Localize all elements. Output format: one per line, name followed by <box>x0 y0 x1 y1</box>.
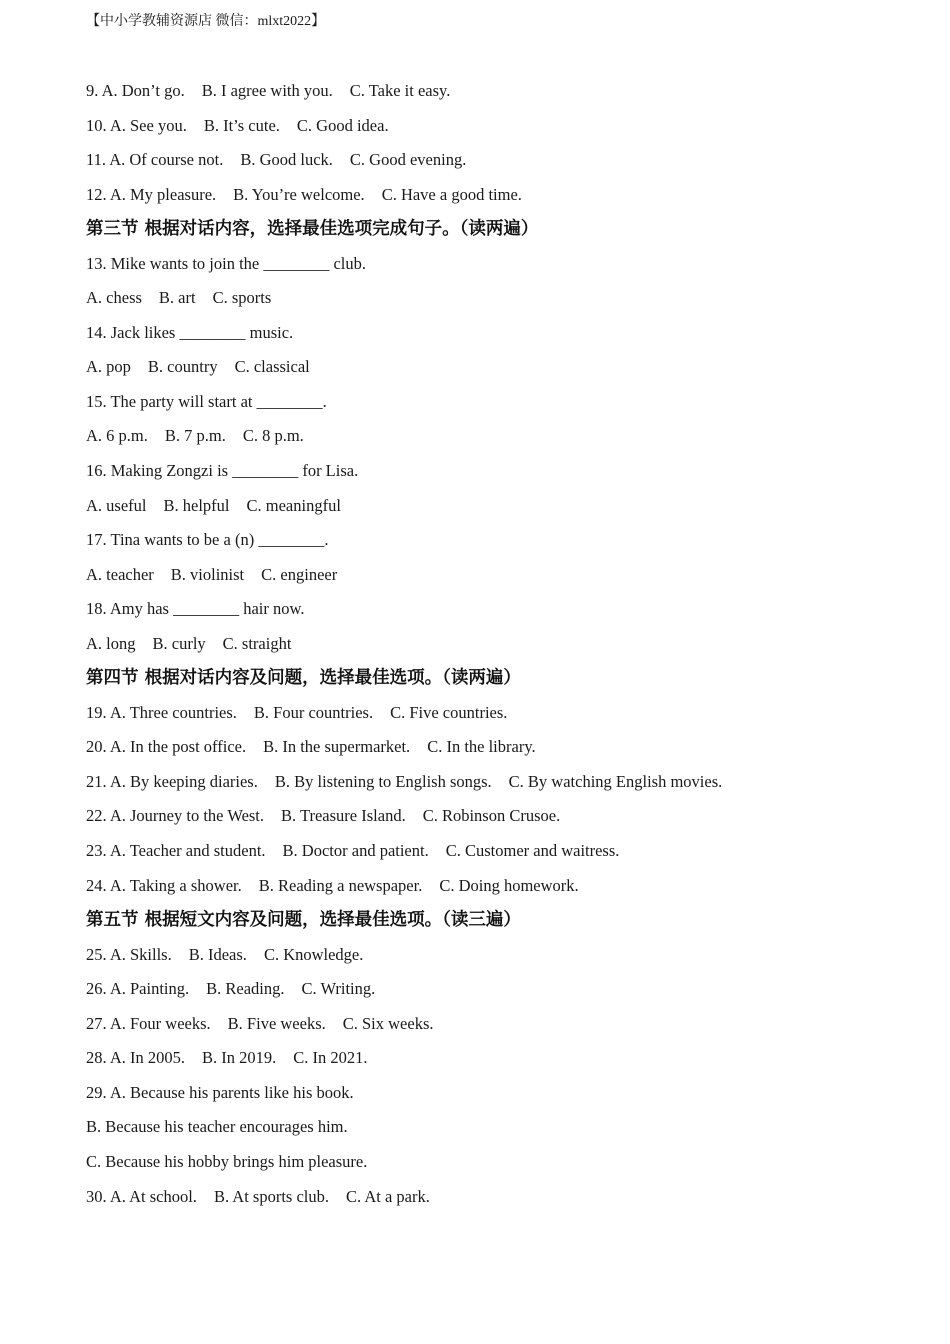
question-text: 16. Making Zongzi is ________ for Lisa. <box>86 461 359 481</box>
question-text: 22. A. Journey to the West. <box>86 806 265 826</box>
question-text: A. long <box>86 633 136 653</box>
question-text: A. chess <box>86 288 142 308</box>
question-line <box>86 458 926 493</box>
question-text: 30. A. At school. <box>86 1186 197 1206</box>
question-line <box>86 631 926 666</box>
question-text: 29. A. Because his parents like his book. <box>86 1082 354 1102</box>
question-line <box>86 493 926 528</box>
answer-option: B. In 2019. <box>202 1048 277 1068</box>
question-text: B. Because his teacher encourages him. <box>86 1117 348 1137</box>
section-heading <box>86 216 926 251</box>
question-text: 14. Jack likes ________ music. <box>86 322 294 342</box>
answer-option: B. violinist <box>170 564 245 584</box>
answer-option: B. Ideas. <box>188 944 247 964</box>
question-line <box>86 251 926 286</box>
answer-option: C. Doing homework. <box>439 875 579 895</box>
section-heading <box>86 907 926 942</box>
question-line <box>86 78 926 113</box>
section-heading-text: 第三节 根据对话内容，选择最佳选项完成句子。（读两遍） <box>86 219 539 240</box>
page-header-watermark: 【中小学教辅资源店 微信：mlxt2022】 <box>86 14 326 29</box>
answer-option: B. 7 p.m. <box>164 426 226 446</box>
question-text: 18. Amy has ________ hair now. <box>86 599 305 619</box>
question-text: 25. A. Skills. <box>86 944 172 964</box>
question-line <box>86 113 926 148</box>
question-line <box>86 1149 926 1184</box>
answer-option: B. helpful <box>163 495 230 515</box>
question-text: A. 6 p.m. <box>86 426 148 446</box>
question-line <box>86 354 926 389</box>
answer-option: C. Customer and waitress. <box>445 841 620 861</box>
question-line <box>86 562 926 597</box>
question-line <box>86 838 926 873</box>
question-line <box>86 1011 926 1046</box>
answer-option: C. Five countries. <box>390 702 508 722</box>
question-text: 21. A. By keeping diaries. <box>86 771 258 791</box>
answer-option: B. Treasure Island. <box>281 806 406 826</box>
answer-option: C. straight <box>222 633 292 653</box>
question-line <box>86 873 926 908</box>
answer-option: B. Reading a newspaper. <box>258 875 423 895</box>
answer-option: B. Good luck. <box>240 150 333 170</box>
question-line <box>86 596 926 631</box>
question-line <box>86 527 926 562</box>
question-line <box>86 147 926 182</box>
question-list <box>86 78 926 1218</box>
answer-option: B. Four countries. <box>253 702 374 722</box>
answer-option: C. Good evening. <box>349 150 467 170</box>
question-text: 28. A. In 2005. <box>86 1048 185 1068</box>
question-line <box>86 700 926 735</box>
answer-option: B. Reading. <box>206 979 285 999</box>
answer-option: B. art <box>158 288 196 308</box>
answer-option: C. Knowledge. <box>263 944 364 964</box>
question-text: 11. A. Of course not. <box>86 150 224 170</box>
question-line <box>86 1114 926 1149</box>
answer-option: B. By listening to English songs. <box>274 771 492 791</box>
section-heading-text: 第四节 根据对话内容及问题，选择最佳选项。（读两遍） <box>86 668 521 689</box>
answer-option: C. sports <box>212 288 272 308</box>
question-text: 9. A. Don’t go. <box>86 81 185 100</box>
question-line <box>86 942 926 977</box>
answer-option: C. In the library. <box>427 737 536 757</box>
question-line <box>86 182 926 217</box>
answer-option: C. meaningful <box>246 495 341 515</box>
answer-option: C. By watching English movies. <box>508 771 723 791</box>
question-line <box>86 389 926 424</box>
question-line <box>86 1184 926 1219</box>
section-heading <box>86 665 926 700</box>
answer-option: B. curly <box>152 633 206 653</box>
question-line <box>86 285 926 320</box>
answer-option: C. Have a good time. <box>381 184 522 204</box>
answer-option: B. In the supermarket. <box>263 737 411 757</box>
question-text: 13. Mike wants to join the ________ club. <box>86 253 367 273</box>
question-text: 15. The party will start at ________. <box>86 391 327 411</box>
question-text: 20. A. In the post office. <box>86 737 247 757</box>
answer-option: B. You’re welcome. <box>233 184 365 204</box>
question-line <box>86 734 926 769</box>
question-line <box>86 1080 926 1115</box>
question-line <box>86 769 926 804</box>
question-line <box>86 320 926 355</box>
section-heading-text: 第五节 根据短文内容及问题，选择最佳选项。（读三遍） <box>86 910 521 931</box>
answer-option: C. engineer <box>261 564 338 584</box>
question-text: 23. A. Teacher and student. <box>86 841 266 861</box>
answer-option: C. classical <box>234 357 310 377</box>
answer-option: B. It’s cute. <box>203 115 280 135</box>
answer-option: C. Good idea. <box>296 115 389 135</box>
question-text: 27. A. Four weeks. <box>86 1013 211 1033</box>
question-text: A. teacher <box>86 564 154 584</box>
answer-option: C. In 2021. <box>293 1048 368 1068</box>
question-line <box>86 803 926 838</box>
answer-option: B. At sports club. <box>213 1186 329 1206</box>
answer-option: B. I agree with you. <box>201 81 333 100</box>
question-line <box>86 1045 926 1080</box>
question-line <box>86 423 926 458</box>
answer-option: B. Five weeks. <box>227 1013 326 1033</box>
question-text: 12. A. My pleasure. <box>86 184 217 204</box>
answer-option: C. Take it easy. <box>349 81 451 100</box>
answer-option: C. Writing. <box>301 979 376 999</box>
question-line <box>86 976 926 1011</box>
answer-option: C. At a park. <box>346 1186 430 1206</box>
question-text: 10. A. See you. <box>86 115 187 135</box>
question-text: 19. A. Three countries. <box>86 702 237 722</box>
question-text: 17. Tina wants to be a (n) ________. <box>86 530 329 550</box>
answer-option: B. Doctor and patient. <box>282 841 429 861</box>
answer-option: B. country <box>147 357 218 377</box>
question-text: A. pop <box>86 357 131 377</box>
question-text: 24. A. Taking a shower. <box>86 875 242 895</box>
answer-option: C. Six weeks. <box>342 1013 434 1033</box>
question-text: 26. A. Painting. <box>86 979 190 999</box>
answer-option: C. 8 p.m. <box>242 426 304 446</box>
question-text: A. useful <box>86 495 147 515</box>
question-text: C. Because his hobby brings him pleasure. <box>86 1151 368 1171</box>
answer-option: C. Robinson Crusoe. <box>422 806 561 826</box>
